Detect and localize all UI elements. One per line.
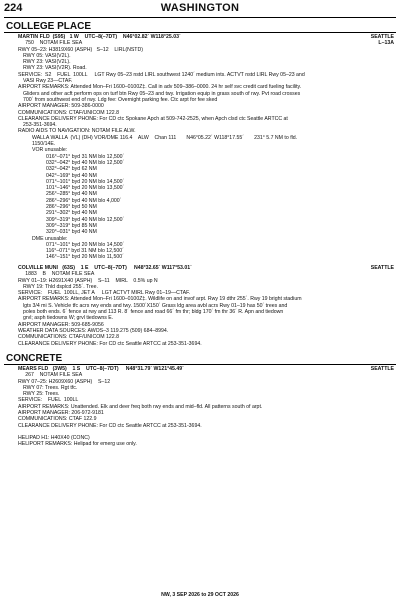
entry-text: 286°–296° byd 50 NM — [46, 204, 97, 211]
entry-text: 309°–319° byd 40 NM blo 12,500´ — [46, 216, 125, 223]
entry-text: 101°–146° byd 20 NM blo 13,500´ — [46, 185, 125, 192]
city-rule — [4, 364, 396, 365]
entry-text: AIRPORT REMARKS: Unattended. Elk and deer freq both rwy ends and mid–fld. All patterns south of arpt. — [18, 403, 263, 410]
entry-text: 286°–296° byd 40 NM blo 4,000´ — [46, 197, 122, 204]
entry-text: 071°–101° byd 20 NM blo 14,500´ — [46, 241, 125, 248]
entry-text: HELIPORT REMARKS: Helipad for emerg use only. — [18, 441, 137, 448]
page-number: 224 — [4, 2, 23, 14]
entry-text: Gliders and other acft perform ops on turf btn Rwy 05–23 and twy. Irrigation equip in grass south of rwy. Pvt road crosses — [23, 90, 301, 97]
entry-text: 267 NOTAM FILE SEA — [18, 372, 83, 379]
entry-text: COMMUNICATIONS: CTAF/UNICOM 122.8 — [18, 334, 119, 341]
airport-entry-mears-fld — [18, 366, 394, 448]
entry-text: RWY 01–19: H2691X40 (ASPH) S–11 MIRL 0.5% up N — [18, 277, 158, 284]
entry-text: WEATHER DATA SOURCES: AWOS–3 119.275 (509) 684–8994. — [18, 327, 169, 334]
entry-text: SERVICE: S2 FUEL 100LL LGT Rwy 05–23 nstd LIRL southwest 1240´ medium ints. ACTVT nstd LIRL Rwy 05–23 and — [18, 71, 305, 78]
chart-reference: SEATTLE — [370, 265, 394, 271]
city-heading: CONCRETE — [6, 353, 63, 364]
entry-text: AIRPORT REMARKS: Attended Mon–Fri 1600–0100Z‡. Call in adv 509–386–0000. 24 hr self svc credit card fueling facility. — [18, 84, 302, 91]
airport-entry-martin-fld — [18, 34, 394, 261]
entry-text: 071°–101° byd 20 NM blo 14,500´ — [46, 178, 125, 185]
entry-line — [18, 441, 394, 447]
entry-text: RWY 23: VASI(V2L). — [23, 59, 71, 66]
entry-text: 016°–071° byd 31 NM blo 12,500´ — [46, 153, 125, 160]
entry-text: RWY 19: Thld dsplcd 255´. Tree. — [23, 283, 98, 290]
entry-text: RWY 23: VASI(V2R). Road. — [23, 65, 87, 72]
entry-text: DME unusable: — [32, 235, 68, 242]
entry-text: RWY 25: Trees. — [23, 391, 60, 398]
city-heading: COLLEGE PLACE — [6, 21, 92, 32]
entry-text: MEARS FLD (3W5) 1 S UTC–8(–7DT) N48°31.79´ W121°45.49´ — [18, 366, 184, 372]
header-rule — [4, 17, 396, 18]
entry-text: HELIPAD H1: H40X40 (CONC) — [18, 434, 90, 441]
entry-text: RADIO AIDS TO NAVIGATION: NOTAM FILE ALW. — [18, 128, 136, 135]
airport-entry-colville-muni — [18, 265, 394, 347]
entry-text: 253-351-3694. — [23, 122, 57, 129]
chart-reference: SEATTLE — [370, 34, 394, 40]
entry-text: AIRPORT REMARKS: Attended Mon–Fri 1600–0100Z‡. Wildlife on and invof arpt. Rwy 19 dthr 255´. Rwy 19 bright stadium — [18, 296, 302, 303]
entry-text: WALLA WALLA (VL) (DH) VOR/DME 116.4 ALW Chan 111 N46°05.22´ W118°17.55´ 231° 5.7 NM to fld. — [32, 134, 298, 141]
entry-text: 1883 B NOTAM FILE SEA — [18, 271, 95, 278]
entry-text: poles both ends. 6´ fence at rwy and 113 R. 8´ fence and road 66´ fm thr; bldg 170´ fm thr 36´ R. Apn and tiedown — [23, 309, 284, 316]
entry-text: SERVICE: FUEL 100LL — [18, 397, 79, 404]
state-title: WASHINGTON — [160, 2, 240, 14]
entry-text: 291°–302° byd 40 NM — [46, 210, 97, 217]
entry-text: 309°–319° byd 85 NM — [46, 222, 97, 229]
entry-text: COLVILLE MUNI (63S) 1 E UTC–8(–7DT) N48°32.65´ W117°53.01´ — [18, 265, 192, 271]
entry-text: 032°–042° byd 40 NM blo 12,500´ — [46, 159, 125, 166]
entry-text: RWY 05: VASI(V2L). — [23, 52, 71, 59]
entry-text: RWY 07: Trees. Rgt tfc. — [23, 384, 78, 391]
entry-text: 700´ from southwest end of rwy. Ldg fee: Overnight parking fee. Ctc arpt for fee sked — [23, 96, 218, 103]
entry-text: CLEARANCE DELIVERY PHONE: For CD ctc Spokane Apch at 509-742-2525, when Apch clsd ctc Seattle ARTCC at — [18, 115, 288, 122]
entry-text: RWY 07–25: H2609X60 (ASPH) S–12 — [18, 378, 111, 385]
entry-text: VOR unusable: — [32, 147, 68, 154]
entry-text: COMMUNICATIONS: CTAF/UNICOM 122.8 — [18, 109, 119, 116]
entry-text: lgts 3/4 mi S. Vehicle tfc acrs rwy ends and twy. 1500´X150´ Grass ldg area avbl acrs Rwy 01–19 has 50´ trees and — [23, 302, 288, 309]
entry-text: VASI Rwy 23—CTAF. — [23, 78, 73, 85]
entry-text: RWY 05–23: H3819X60 (ASPH) S–12 LIRL(NSTD) — [18, 46, 143, 53]
entry-text: 750 NOTAM FILE SEA — [18, 40, 83, 47]
entry-text: 042°–169° byd 40 NM — [46, 172, 97, 179]
city-rule — [4, 32, 396, 33]
entry-text: 116°–071° byd 31 NM blo 12,500´ — [46, 248, 124, 255]
entry-text: 256°–285° byd 40 NM — [46, 191, 97, 198]
entry-text: AIRPORT MANAGER: 206-972-9181 — [18, 410, 104, 417]
page-header — [0, 2, 400, 18]
page-footer: NW, 3 SEP 2026 to 29 OCT 2026 — [161, 592, 239, 598]
entry-text: SERVICE: FUEL 100LL, JET A LGT ACTVT MIRL Rwy 01–19—CTAF. — [18, 290, 191, 297]
entry-text: 1150/14E. — [32, 141, 56, 148]
chart-reference: SEATTLE — [370, 366, 394, 372]
entry-text: 146°–151° byd 20 NM blo 11,500´ — [46, 254, 124, 261]
entry-text: AIRPORT MANAGER: 509-386-0000 — [18, 103, 104, 110]
chart-reference: L–13A — [378, 40, 394, 47]
entry-line — [18, 341, 394, 347]
entry-text: AIRPORT MANAGER: 509-685-9056 — [18, 321, 104, 328]
entry-text: COMMUNICATIONS: CTAF 122.9 — [18, 416, 97, 423]
entry-text: CLEARANCE DELIVERY PHONE: For CD ctc Seattle ARTCC at 253-351-3694. — [18, 340, 202, 347]
entry-text: MARTIN FLD (S95) 1 W UTC–8(–7DT) N46°02.82´ W118°25.03´ — [18, 34, 181, 40]
entry-line — [18, 254, 394, 260]
entry-text: CLEARANCE DELIVERY PHONE: For CD ctc Seattle ARTCC at 253-351-3694. — [18, 422, 202, 429]
entry-text: 320°–031° byd 40 NM — [46, 229, 97, 236]
entry-text: 032°–042° byd 62 NM — [46, 166, 97, 173]
entry-text: grvl; asph tiedowns W; grvl tiedowns E. — [23, 315, 114, 322]
